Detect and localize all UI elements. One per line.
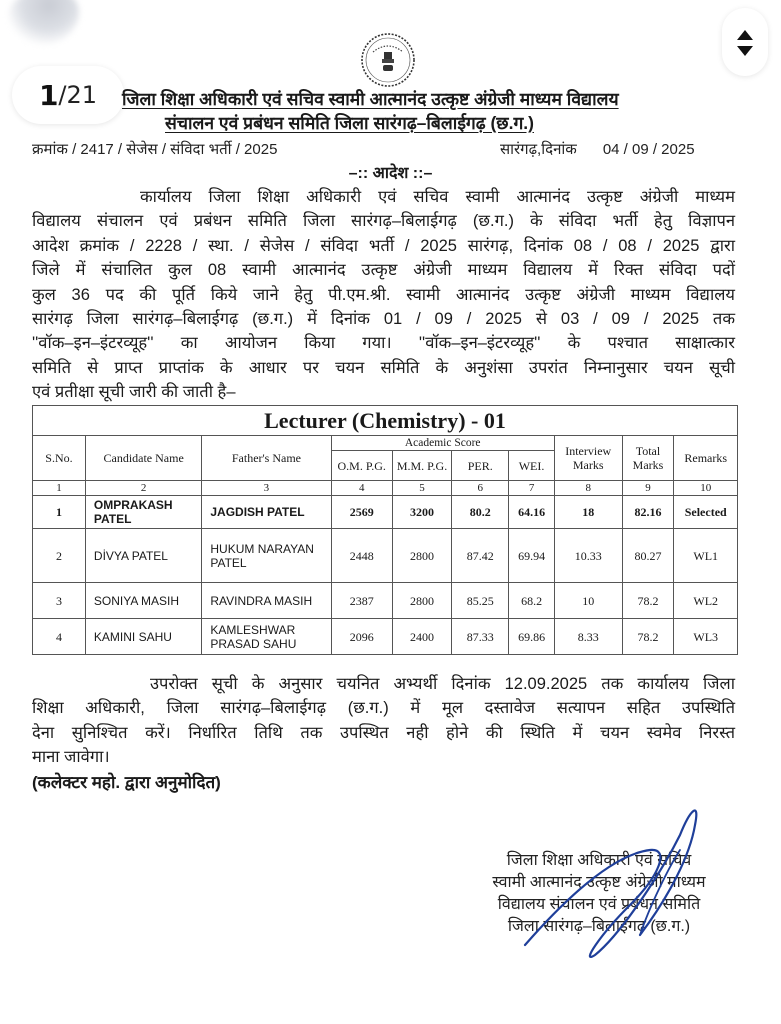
- header-interview-marks: Interview Marks: [554, 436, 622, 481]
- cell-remarks: WL3: [674, 619, 738, 655]
- signatory-line: स्वामी आत्मानंद उत्कृष्ट अंग्रेजी माध्यम: [492, 874, 706, 891]
- column-number: 7: [509, 481, 555, 496]
- paragraph-line: देना सुनिश्चित करें। निर्धारित तिथि तक उपस्थित नही होने की स्थिति में चयन स्वमेव निरस्त: [32, 723, 735, 742]
- column-number: 8: [554, 481, 622, 496]
- page-separator: /: [58, 81, 67, 109]
- cell-candidate-name: OMPRAKASH PATEL: [85, 496, 201, 529]
- table-row: [33, 529, 738, 583]
- letterhead-line-2: संचालन एवं प्रबंधन समिति जिला सारंगढ़–बिलाईगढ़ (छ.ग.): [165, 113, 534, 133]
- cell-father-name: JAGDISH PATEL: [202, 496, 331, 529]
- page-counter: [12, 66, 124, 124]
- paragraph-line: एवं प्रतीक्षा सूची जारी की जाती है–: [32, 383, 236, 402]
- cell-father-name: RAVINDRA MASIH: [202, 583, 331, 619]
- column-number: 2: [85, 481, 201, 496]
- column-number: 9: [622, 481, 674, 496]
- column-number: 6: [452, 481, 509, 496]
- issue-date: 04 / 09 / 2025: [602, 141, 695, 158]
- cell-sno: 2: [33, 529, 86, 583]
- table-title: Lecturer (Chemistry) - 01: [33, 406, 738, 436]
- page-current: 1: [38, 78, 59, 112]
- triangle-down-icon[interactable]: [737, 46, 753, 56]
- paragraph-line: कार्यालय जिला शिक्षा अधिकारी एवं सचिव स्वामी आत्मानंद उत्कृष्ट अंग्रेजी माध्यम: [140, 188, 735, 206]
- letterhead-line-1: जिला शिक्षा अधिकारी एवं सचिव स्वामी आत्मानंद उत्कृष्ट अंग्रेजी माध्यम विद्यालय: [122, 89, 619, 109]
- cell-sno: 1: [33, 496, 86, 529]
- state-emblem-icon: [358, 30, 418, 90]
- header-sno: S.No.: [33, 436, 86, 481]
- page-scroll-control[interactable]: [722, 8, 768, 76]
- header-total-marks: Total Marks: [622, 436, 674, 481]
- cell-total: 82.16: [622, 496, 674, 529]
- cell-wei: 69.86: [509, 619, 555, 655]
- cell-wei: 68.2: [509, 583, 555, 619]
- column-number: 5: [392, 481, 451, 496]
- column-number: 10: [674, 481, 738, 496]
- column-number: 4: [331, 481, 392, 496]
- cell-wei: 64.16: [509, 496, 555, 529]
- cell-mm-pg: 2400: [392, 619, 451, 655]
- cell-candidate-name: SONIYA MASIH: [85, 583, 201, 619]
- cell-interview: 18: [554, 496, 622, 529]
- header-mm-pg: M.M. P.G.: [392, 451, 451, 481]
- cell-total: 78.2: [622, 619, 674, 655]
- table-row: [33, 496, 738, 529]
- paragraph-line: शिक्षा अधिकारी, जिला सारंगढ़–बिलाईगढ़ (छ.ग.) में मूल दस्तावेज सत्यापन सहित उपस्थिति: [32, 699, 735, 718]
- cell-per: 80.2: [452, 496, 509, 529]
- cell-om-pg: 2448: [331, 529, 392, 583]
- order-heading: –:: आदेश ::–: [348, 165, 433, 182]
- cell-remarks: WL1: [674, 529, 738, 583]
- cell-per: 87.42: [452, 529, 509, 583]
- selection-table: [32, 405, 738, 655]
- cell-total: 80.27: [622, 529, 674, 583]
- cell-per: 87.33: [452, 619, 509, 655]
- header-candidate-name: Candidate Name: [85, 436, 201, 481]
- paragraph-line: विद्यालय संचालन एवं प्रबंधन समिति जिला सारंगढ़–बिलाईगढ़ (छ.ग.) के संविदा भर्ती हेतु विज्ञापन: [32, 212, 735, 231]
- cell-per: 85.25: [452, 583, 509, 619]
- place-date: [500, 139, 695, 159]
- order-paragraph-1: [32, 185, 735, 405]
- header-remarks: Remarks: [674, 436, 738, 481]
- cell-om-pg: 2096: [331, 619, 392, 655]
- table-row: [33, 619, 738, 655]
- header-father-name: Father's Name: [202, 436, 331, 481]
- cell-mm-pg: 2800: [392, 529, 451, 583]
- page-total: 21: [66, 81, 98, 109]
- cell-sno: 3: [33, 583, 86, 619]
- signatory-line: विद्यालय संचालन एवं प्रबंधन समिति: [497, 896, 701, 913]
- paragraph-line: ''वॉक–इन–इंटरव्यूह'' का आयोजन किया गया। ''वॉक–इन–इंटरव्यूह'' के पश्चात साक्षात्कार: [32, 334, 735, 353]
- header-per: PER.: [452, 451, 509, 481]
- cell-remarks: WL2: [674, 583, 738, 619]
- cell-mm-pg: 2800: [392, 583, 451, 619]
- paragraph-line: समिति से प्राप्त प्राप्तांक के आधार पर चयन समिति के अनुशंसा उपरांत निम्नानुसार चयन सूची: [32, 358, 735, 377]
- signatory-line: जिला सारंगढ़–बिलाईगढ़ (छ.ग.): [507, 918, 691, 935]
- reference-number: क्रमांक / 2417 / सेजेस / संविदा भर्ती / 2025: [32, 141, 278, 158]
- cell-remarks: Selected: [674, 496, 738, 529]
- approval-note: (कलेक्टर महो. द्वारा अनुमोदित): [32, 773, 221, 792]
- cell-sno: 4: [33, 619, 86, 655]
- header-wei: WEI.: [509, 451, 555, 481]
- cell-interview: 10: [554, 583, 622, 619]
- paragraph-line: कुल 36 पद की पूर्ति किये जाने हेतु पी.एम.श्री. स्वामी आत्मानंद उत्कृष्ट अंग्रेजी माध्यम विद्यालय: [32, 285, 735, 304]
- cell-interview: 8.33: [554, 619, 622, 655]
- paragraph-line: उपरोक्त सूची के अनुसार चयनित अभ्यर्थी दिनांक 12.09.2025 तक कार्यालय जिला: [150, 675, 735, 693]
- cell-interview: 10.33: [554, 529, 622, 583]
- cell-father-name: KAMLESHWAR PRASAD SAHU: [202, 619, 331, 655]
- paragraph-line: जिले में संचालित कुल 08 स्वामी आत्मानंद उत्कृष्ट अंग्रेजी माध्यम विद्यालय में रिक्त संविदा पदों: [32, 261, 735, 280]
- handwritten-signature: [520, 795, 720, 975]
- table-row: [33, 583, 738, 619]
- scan-shadow: [4, 0, 86, 53]
- header-om-pg: O.M. P.G.: [331, 451, 392, 481]
- order-paragraph-2: [32, 672, 735, 770]
- header-academic-score: Academic Score: [331, 436, 554, 451]
- cell-om-pg: 2569: [331, 496, 392, 529]
- cell-om-pg: 2387: [331, 583, 392, 619]
- cell-wei: 69.94: [509, 529, 555, 583]
- column-number: 1: [33, 481, 86, 496]
- signatory-line: जिला शिक्षा अधिकारी एवं सचिव: [506, 852, 692, 869]
- place-label: सारंगढ़,दिनांक: [500, 141, 577, 158]
- cell-mm-pg: 3200: [392, 496, 451, 529]
- cell-candidate-name: KAMINI SAHU: [85, 619, 201, 655]
- triangle-up-icon[interactable]: [737, 30, 753, 40]
- column-number: 3: [202, 481, 331, 496]
- paragraph-line: माना जावेगा।: [32, 748, 110, 767]
- paragraph-line: आदेश क्रमांक / 2228 / स्था. / सेजेस / संविदा भर्ती / 2025 सारंगढ़, दिनांक 08 / 08 / 2025 द्वारा: [32, 236, 735, 255]
- cell-candidate-name: DİVYA PATEL: [85, 529, 201, 583]
- cell-total: 78.2: [622, 583, 674, 619]
- paragraph-line: सारंगढ़ जिला सारंगढ़–बिलाईगढ़ (छ.ग.) में दिनांक 01 / 09 / 2025 से 03 / 09 / 2025 तक: [32, 310, 735, 329]
- cell-father-name: HUKUM NARAYAN PATEL: [202, 529, 331, 583]
